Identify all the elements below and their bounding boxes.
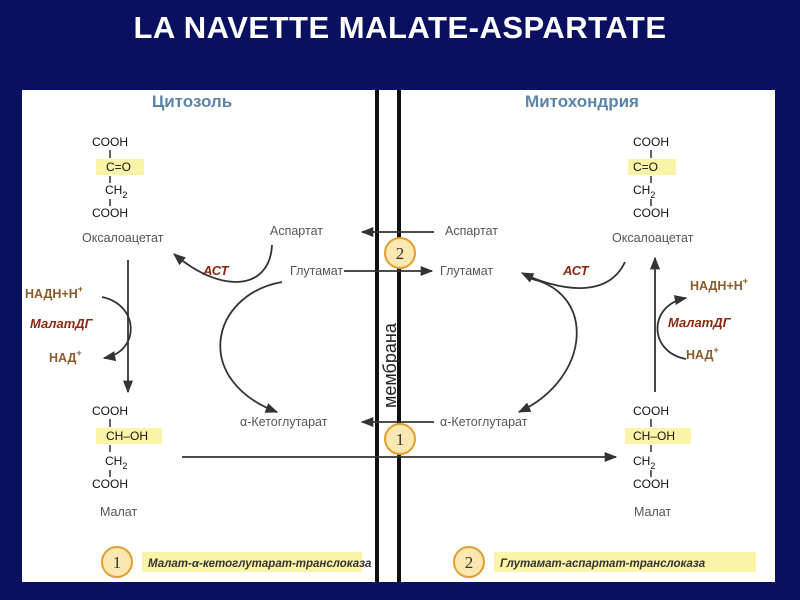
mito-glutamate-to-ketoglutarate-curve (519, 278, 577, 412)
cytosol-nad: НАД+ (49, 348, 82, 365)
carbinol-group: CH–OH (106, 429, 149, 443)
cytosol-oxaloacetate (82, 135, 164, 245)
methylene-subscript: 2 (650, 461, 656, 471)
cytosol-header: Цитозоль (151, 92, 233, 111)
legend-1-label: Малат-α-кетоглутарат-транслоказа (148, 558, 372, 570)
methylene-subscript: 2 (122, 190, 128, 200)
membrane-label: мембрана (380, 323, 400, 408)
slide-title: LA NAVETTE MALATE-ASPARTATE (133, 10, 667, 45)
methylene-subscript: 2 (122, 461, 128, 471)
cytosol-malate-dehydrogenase: МалатДГ (30, 316, 93, 331)
mito-ketoglutarate: α-Кетоглутарат (440, 415, 528, 429)
mito-malate-dehydrogenase: МалатДГ (668, 315, 731, 330)
legend-item-1 (102, 547, 372, 577)
cytosol-ast: АСТ (203, 263, 229, 278)
cytosol-glutamate: Глутамат (290, 264, 344, 278)
mito-oxaloacetate (612, 135, 694, 245)
svg-text:1: 1 (112, 553, 122, 572)
mito-ast: АСТ (563, 263, 589, 278)
methylene: CH (633, 183, 651, 197)
cooh-bottom: COOH (633, 477, 669, 491)
oxaloacetate-name: Оксалоацетат (612, 231, 694, 245)
transporter-2-marker (385, 238, 415, 268)
oxaloacetate-name: Оксалоацетат (82, 231, 164, 245)
cytosol-ketoglutarate: α-Кетоглутарат (240, 415, 328, 429)
svg-text:2: 2 (464, 553, 474, 572)
diagram-panel (22, 90, 775, 582)
transporter-2-number: 2 (395, 244, 405, 263)
malate-name: Малат (634, 505, 672, 519)
malate-aspartate-shuttle-diagram (22, 90, 775, 582)
svg-text:CH2 (105, 183, 127, 200)
carbonyl-group: C=O (106, 160, 132, 174)
cytosol-malate (92, 404, 162, 519)
mito-nadh: НАДН+Н+ (690, 276, 749, 293)
legend-2-label: Глутамат-аспартат-транслоказа (500, 558, 706, 570)
carbinol-group: CH–OH (633, 429, 676, 443)
cooh-top: COOH (92, 404, 128, 418)
cytosol-nadh: НАДН+Н+ (25, 284, 84, 301)
methylene: CH (633, 454, 651, 468)
cooh-bottom: COOH (92, 477, 128, 491)
cytosol-glutamate-to-ketoglutarate-curve (220, 282, 282, 412)
cooh-top: COOH (633, 135, 669, 149)
mito-malate (625, 404, 691, 519)
svg-text:CH2 (633, 454, 655, 471)
transporter-1-marker (385, 424, 415, 454)
svg-text:CH2 (633, 183, 655, 200)
methylene: CH (105, 454, 123, 468)
methylene-subscript: 2 (650, 190, 656, 200)
mito-aspartate: Аспартат (445, 224, 498, 238)
cytosol-aspartate: Аспартат (270, 224, 323, 238)
methylene: CH (105, 183, 123, 197)
mito-glutamate: Глутамат (440, 264, 494, 278)
cooh-bottom: COOH (633, 206, 669, 220)
cooh-top: COOH (92, 135, 128, 149)
cooh-top: COOH (633, 404, 669, 418)
mitochondria-header: Митохондрия (525, 92, 639, 111)
cofactor-curve-arrow (102, 297, 131, 358)
membrane (377, 90, 400, 582)
cooh-bottom: COOH (92, 206, 128, 220)
legend-item-2 (454, 547, 756, 577)
carbonyl-group: C=O (633, 160, 659, 174)
mito-nad: НАД+ (686, 345, 719, 362)
svg-text:CH2 (105, 454, 127, 471)
transporter-1-number: 1 (395, 430, 405, 449)
malate-name: Малат (100, 505, 138, 519)
